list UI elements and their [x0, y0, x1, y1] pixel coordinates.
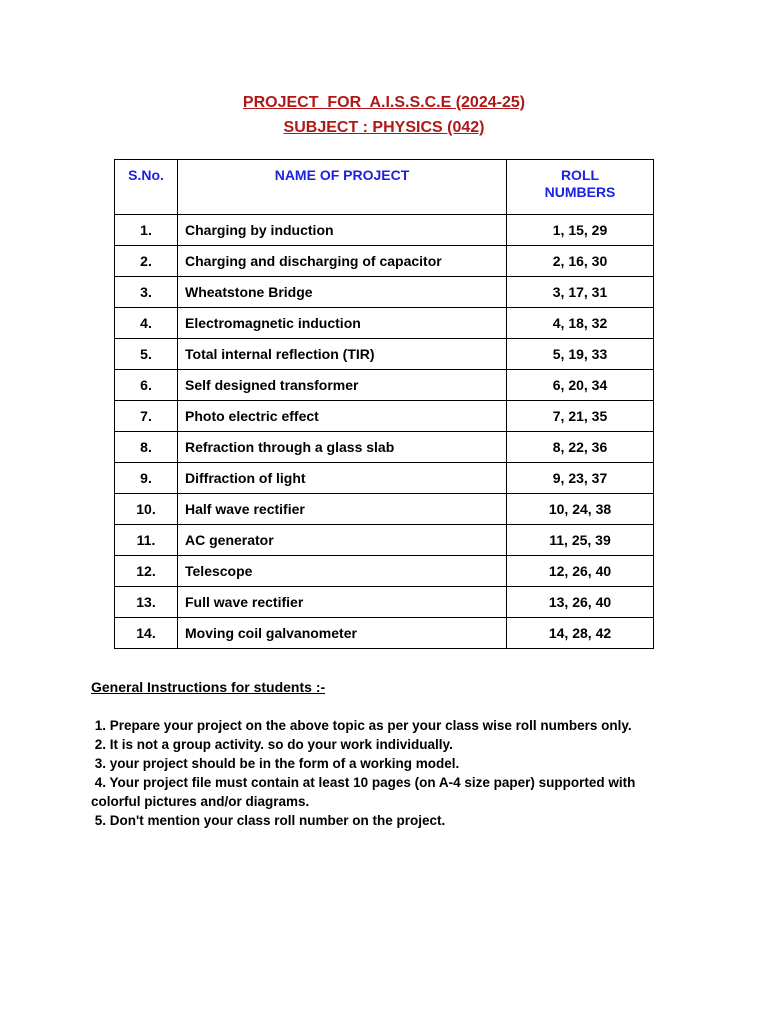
table-row	[115, 370, 654, 401]
document-title: PROJECT FOR A.I.S.S.C.E (2024-25)	[242, 94, 526, 111]
table-row	[115, 215, 654, 246]
row-project-name: Total internal reflection (TIR)	[178, 339, 507, 370]
row-project-name: Charging and discharging of capacitor	[178, 246, 507, 277]
row-project-name: Half wave rectifier	[178, 494, 507, 525]
row-sno: 8.	[115, 432, 178, 463]
row-roll-numbers: 3, 17, 31	[507, 277, 654, 308]
header-roll-numbers: ROLL NUMBERS	[507, 160, 654, 215]
row-sno: 10.	[115, 494, 178, 525]
table-row	[115, 339, 654, 370]
row-project-name: AC generator	[178, 525, 507, 556]
table-body	[115, 215, 654, 649]
row-project-name: Telescope	[178, 556, 507, 587]
header-project-name: NAME OF PROJECT	[178, 160, 507, 215]
row-sno: 12.	[115, 556, 178, 587]
row-sno: 14.	[115, 618, 178, 649]
row-sno: 3.	[115, 277, 178, 308]
row-roll-numbers: 2, 16, 30	[507, 246, 654, 277]
row-roll-numbers: 10, 24, 38	[507, 494, 654, 525]
row-sno: 13.	[115, 587, 178, 618]
row-project-name: Photo electric effect	[178, 401, 507, 432]
instructions-list	[91, 716, 671, 830]
instruction-item: 5. Don't mention your class roll number on the project.	[91, 813, 446, 828]
row-roll-numbers: 12, 26, 40	[507, 556, 654, 587]
row-roll-numbers: 4, 18, 32	[507, 308, 654, 339]
instructions-heading: General Instructions for students :-	[91, 679, 326, 695]
instruction-item: 4. Your project file must contain at least 10 pages (on A-4 size paper) supported with colorful pictures and/or diagrams.	[91, 775, 640, 809]
row-sno: 2.	[115, 246, 178, 277]
row-project-name: Diffraction of light	[178, 463, 507, 494]
projects-table	[114, 159, 654, 649]
table-row	[115, 463, 654, 494]
table-row	[115, 432, 654, 463]
row-sno: 1.	[115, 215, 178, 246]
row-roll-numbers: 14, 28, 42	[507, 618, 654, 649]
row-roll-numbers: 1, 15, 29	[507, 215, 654, 246]
table-row	[115, 556, 654, 587]
row-sno: 5.	[115, 339, 178, 370]
row-project-name: Moving coil galvanometer	[178, 618, 507, 649]
row-project-name: Charging by induction	[178, 215, 507, 246]
row-project-name: Full wave rectifier	[178, 587, 507, 618]
table-row	[115, 494, 654, 525]
table-row	[115, 308, 654, 339]
row-roll-numbers: 8, 22, 36	[507, 432, 654, 463]
row-sno: 9.	[115, 463, 178, 494]
row-roll-numbers: 7, 21, 35	[507, 401, 654, 432]
instruction-item: 1. Prepare your project on the above topic as per your class wise roll numbers only.	[91, 718, 632, 733]
row-roll-numbers: 9, 23, 37	[507, 463, 654, 494]
row-sno: 11.	[115, 525, 178, 556]
instruction-item: 2. It is not a group activity. so do your work individually.	[91, 737, 453, 752]
row-project-name: Electromagnetic induction	[178, 308, 507, 339]
row-sno: 7.	[115, 401, 178, 432]
document-subtitle: SUBJECT : PHYSICS (042)	[283, 119, 485, 136]
row-sno: 6.	[115, 370, 178, 401]
table-row	[115, 525, 654, 556]
instruction-item: 3. your project should be in the form of a working model.	[91, 756, 460, 771]
row-project-name: Self designed transformer	[178, 370, 507, 401]
table-row	[115, 277, 654, 308]
header-sno: S.No.	[115, 160, 178, 215]
table-row	[115, 587, 654, 618]
table-header-row	[115, 160, 654, 215]
row-roll-numbers: 5, 19, 33	[507, 339, 654, 370]
table-row	[115, 246, 654, 277]
row-roll-numbers: 11, 25, 39	[507, 525, 654, 556]
row-roll-numbers: 6, 20, 34	[507, 370, 654, 401]
table-row	[115, 401, 654, 432]
row-roll-numbers: 13, 26, 40	[507, 587, 654, 618]
row-project-name: Wheatstone Bridge	[178, 277, 507, 308]
row-project-name: Refraction through a glass slab	[178, 432, 507, 463]
table-row	[115, 618, 654, 649]
row-sno: 4.	[115, 308, 178, 339]
